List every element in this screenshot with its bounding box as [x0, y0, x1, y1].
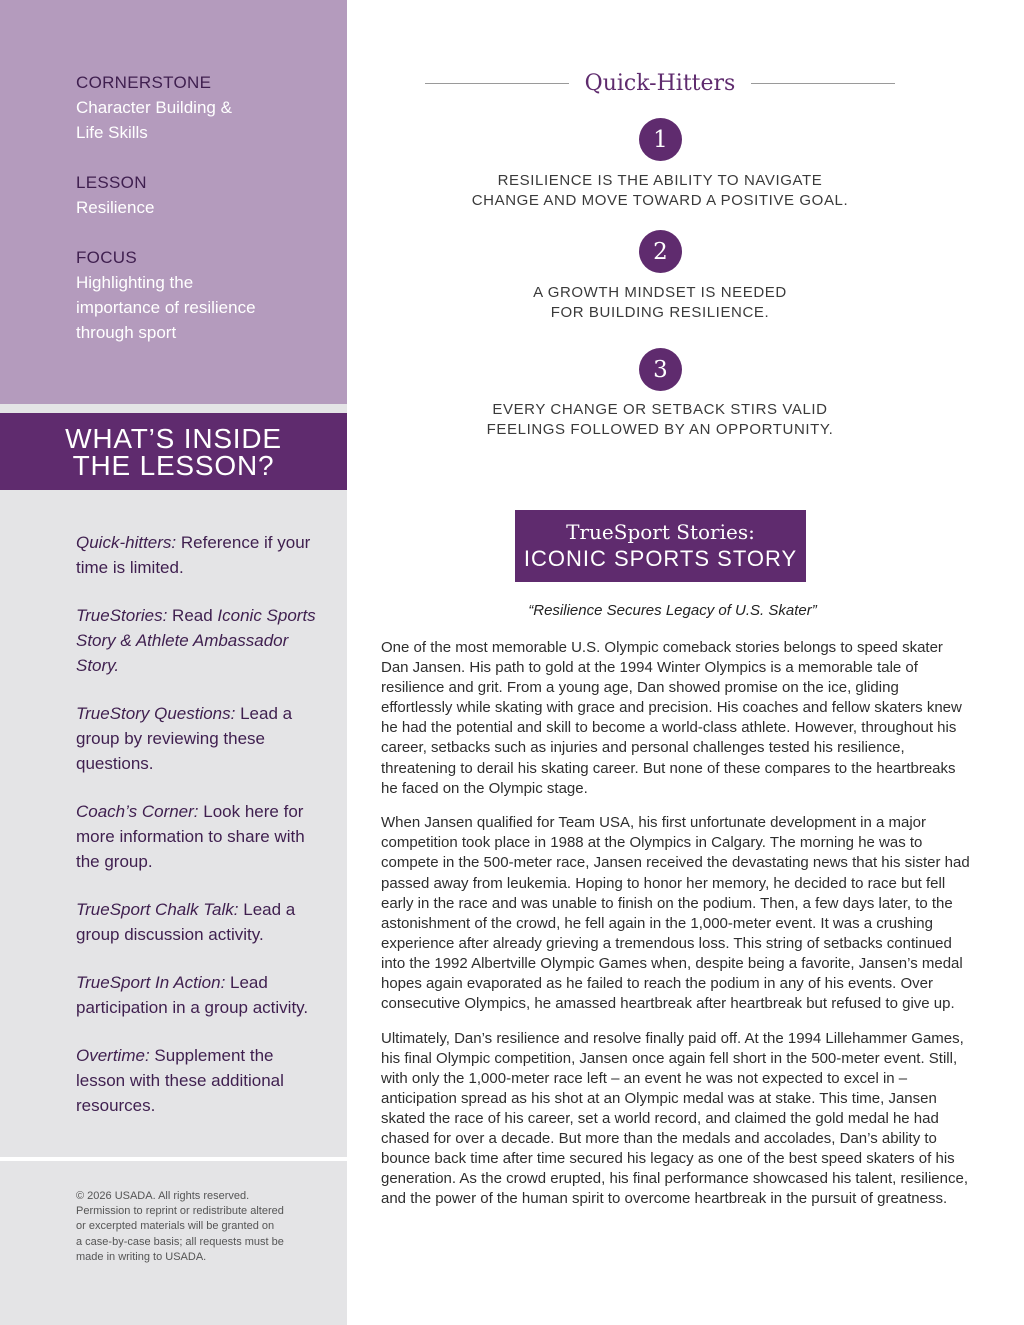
copyright-line: © 2026 USADA. All rights reserved. [76, 1190, 250, 1202]
sidebar [0, 0, 347, 1325]
meta-label: FOCUS [76, 248, 137, 267]
story-paragraph: One of the most memorable U.S. Olympic comeback stories belongs to speed skater Dan Jansen. His path to gold at the 1994 Winter Olympics is a memorable tale of resilience and grit. From a young age, Dan showed promise on the ice, gliding effortlessly while skating with grace and precision. His coaches and fellow skaters knew he had the potential and skill to become a world-class athlete. However, throughout his career, setbacks such as injuries and personal challenges tested his resilience, threatening to derail his skating career. But none of these compares to the heartbreaks he faced on the Olympic stage. [381, 639, 962, 797]
number-badge: 3 [639, 348, 682, 391]
list-item [76, 603, 321, 678]
story-body [381, 638, 971, 1224]
item-lead: Quick-hitters: [76, 533, 177, 552]
heading-line: THE LESSON? [72, 449, 275, 481]
section-title: Quick-Hitters [584, 70, 736, 96]
copyright-line: made in writing to USADA. [76, 1250, 207, 1263]
point-line: EVERY CHANGE OR SETBACK STIRS VALID [492, 401, 828, 418]
item-lead: Coach’s Corner: [76, 802, 199, 821]
meta-value: Resilience [76, 198, 155, 217]
story-paragraph: Ultimately, Dan’s resilience and resolve finally paid off. At the 1994 Lillehammer Games, his final Olympic competition, Jansen once again fell short in the 500-meter event. Still, with only the 1,000-meter race left – an event he was not expected to excel in – anticipation spread as his shot at an Olympic medal was at stake. This time, Jansen skated the race of his career, set a world record, and claimed the gold medal he had chased for over a decade. But more than the medals and accolades, Dan’s ability to bounce back time after time secured his legacy as one of the best speed skaters of his generation. As the crowd erupted, his final performance showcased his talent, resilience, and the power of the human spirit to overcome heartbreak in the pursuit of greatness. [381, 1029, 968, 1208]
meta-value: Highlighting the [76, 273, 194, 292]
list-item [76, 897, 321, 947]
whats-inside-banner [0, 413, 347, 490]
copyright-line: or excerpted materials will be granted on [76, 1220, 275, 1233]
point-line: FOR BUILDING RESILIENCE. [550, 304, 770, 321]
whats-inside-heading [65, 422, 282, 481]
point-line: RESILIENCE IS THE ABILITY TO NAVIGATE [497, 172, 823, 189]
quick-hitter-point [445, 283, 875, 323]
copyright-line: Permission to reprint or redistribute altered [76, 1205, 284, 1218]
item-lead: TrueSport Chalk Talk: [76, 900, 239, 919]
item-text: Lead a group discussion activity. [76, 900, 296, 944]
item-text-italic: Iconic Sports Story & Athlete Ambassador Story. [76, 606, 316, 675]
item-lead: TrueStories: [76, 606, 168, 625]
heading-line: WHAT’S INSIDE [65, 422, 282, 454]
list-item [76, 970, 321, 1020]
story-paragraph: When Jansen qualified for Team USA, his first unfortunate development in a major competition took place in 1988 at the Olympics in Calgary. The morning he was to compete in the 500-meter race, Jansen received the devastating news that his sister had passed away from leukemia. Hoping to honor her memory, he decided to race but fell early in the race and was unable to finish on the podium. Then, a few days later, to the astonishment of the crowd, he fell again in the 1,000-meter event. It was a crushing experience after already grieving a tremendous loss. This string of setbacks continued into the 1992 Albertville Olympic Games when, despite being a favorite, Jansen’s medal hopes again evaporated as he failed to reach the podium in any of his events. Over consecutive Olympics, he amassed heartbreak after heartbreak but refused to give up. [381, 814, 970, 1013]
copyright-line: a case-by-case basis; all requests must be [76, 1235, 284, 1248]
meta-value: through sport [76, 323, 177, 342]
item-lead: Overtime: [76, 1046, 150, 1065]
meta-value: Character Building & [76, 98, 232, 117]
list-item [76, 1043, 321, 1118]
divider [0, 1157, 347, 1161]
point-line: FEELINGS FOLLOWED BY AN OPPORTUNITY. [486, 421, 834, 438]
item-text: Lead a group by reviewing these questions. [76, 704, 293, 773]
number-badge: 1 [639, 118, 682, 161]
item-text: Lead participation in a group activity. [76, 973, 309, 1017]
divider [751, 83, 895, 84]
point-line: A GROWTH MINDSET IS NEEDED [533, 284, 787, 301]
item-lead: TrueStory Questions: [76, 704, 236, 723]
story-title: “Resilience Secures Legacy of U.S. Skater” [528, 602, 817, 619]
list-item [76, 530, 321, 580]
point-line: CHANGE AND MOVE TOWARD A POSITIVE GOAL. [471, 192, 849, 209]
meta-lesson [76, 170, 326, 220]
list-item [76, 701, 321, 776]
meta-cornerstone [76, 70, 326, 145]
meta-value: importance of resilience [76, 298, 256, 317]
item-text: Reference if your time is limited. [76, 533, 311, 577]
meta-label: CORNERSTONE [76, 73, 212, 92]
stories-header-line: ICONIC SPORTS STORY [523, 546, 798, 571]
meta-label: LESSON [76, 173, 147, 192]
item-text: Supplement the lesson with these additional resources. [76, 1046, 284, 1115]
truesport-stories-header [515, 510, 806, 582]
list-item [76, 799, 321, 874]
divider [425, 83, 569, 84]
item-text: Look here for more information to share with the group. [76, 802, 305, 871]
copyright-notice [76, 1189, 311, 1265]
lesson-contents-list [76, 530, 321, 1141]
stories-header-line: TrueSport Stories: [566, 520, 755, 544]
quick-hitter-point [445, 400, 875, 440]
item-text: Read [167, 606, 218, 625]
meta-focus [76, 245, 326, 345]
quick-hitters-title [425, 66, 895, 100]
number-badge: 2 [639, 230, 682, 273]
quick-hitter-point [445, 171, 875, 211]
meta-value: Life Skills [76, 123, 148, 142]
item-lead: TrueSport In Action: [76, 973, 226, 992]
lesson-meta-box [0, 0, 347, 404]
